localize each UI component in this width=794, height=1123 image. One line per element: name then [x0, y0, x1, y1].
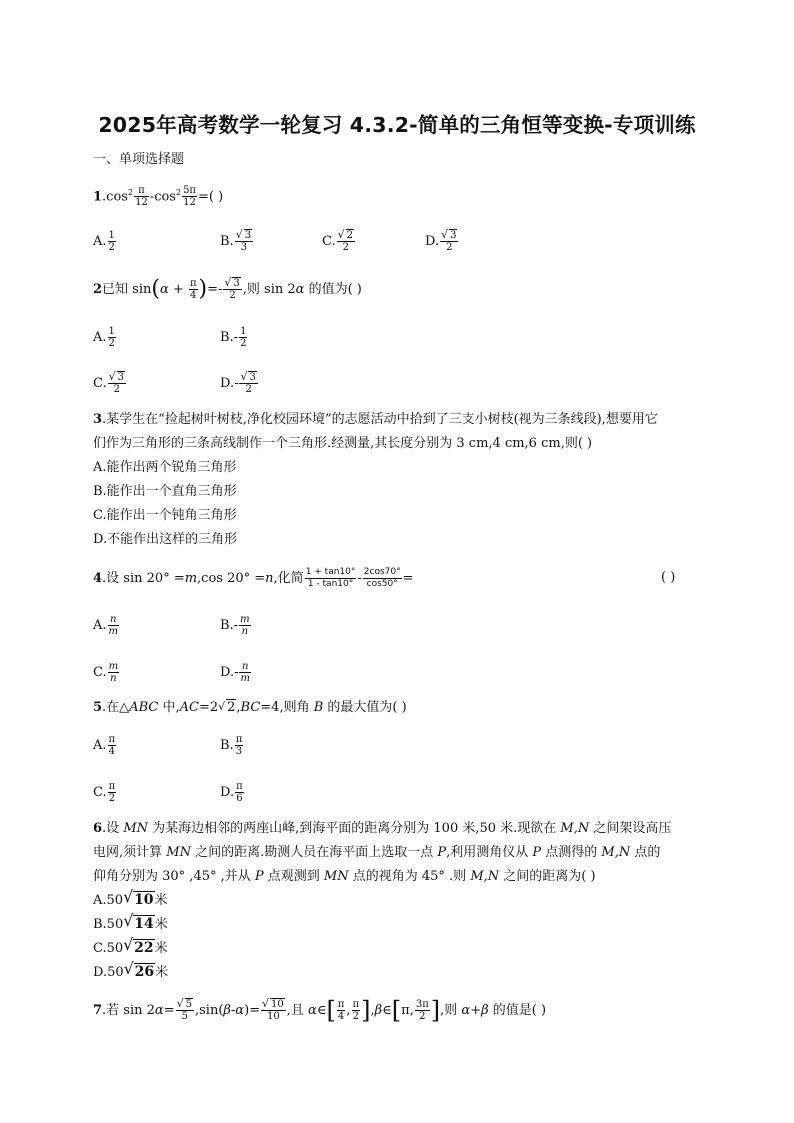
q2-option-c[interactable]: C. √ $\frac{3}{2}$ — [93, 372, 127, 395]
page-title: 2025年高考数学一轮复习 4.3.2-简单的三角恒等变换-专项训练 — [98, 113, 696, 137]
question-number: 1 — [93, 189, 103, 205]
question-6-line-2: 电网,须计算 MN 之间的距离.勘测人员在海平面上选取一点 P,利用测角仪从 P 点测得的 M,N 点的 — [93, 845, 661, 860]
fraction: $\frac{\pi}{12}$ — [135, 185, 148, 209]
question-3-line-1: 3.某学生在“捡起树叶树枝,净化校园环境”的志愿活动中拾到了三支小树枝(视为三条线段),想要用它 — [93, 412, 658, 427]
question-number: 2 — [93, 282, 103, 297]
question-7: 7.若 sin 2α= √ $\frac{5}{5}$ ,sin(β-α)= √ $\frac{10}{10}$ ,且 α∈[ $\frac{\pi}{4}$ , $\frac{\pi}{2}$ ],β∈[π, $\frac{3\pi}{2}$ ],则 α+β 的值是( ) — [93, 999, 546, 1022]
q5-option-d[interactable]: D. $\frac{\pi}{6}$ — [220, 781, 243, 804]
q4-option-c[interactable]: C. $\frac{m}{n}$ — [93, 661, 119, 684]
q1-option-d[interactable]: D. √ $\frac{3}{2}$ — [425, 230, 459, 253]
q3-option-d[interactable]: D.不能作出这样的三角形 — [93, 532, 238, 547]
q3-option-b[interactable]: B.能作出一个直角三角形 — [93, 484, 237, 499]
section-heading: 一、单项选择题 — [93, 152, 185, 167]
q6-option-b[interactable]: B.50√ 14米 — [93, 915, 168, 934]
q4-answer-blank: ( ) — [661, 570, 676, 585]
question-4: 4.设 sin 20° =m,cos 20° =n,化简 $\frac{1 + \tan 10^\circ}{1 - \tan 10^\circ}$ - $\frac{2\cos 70^\circ}{\cos 50^\circ}$ = — [93, 567, 414, 589]
q3-option-a[interactable]: A.能作出两个锐角三角形 — [93, 460, 237, 475]
q4-option-b[interactable]: B.- $\frac{m}{n}$ — [220, 614, 250, 637]
q5-option-a[interactable]: A. $\frac{\pi}{4}$ — [93, 734, 116, 757]
question-1: $1.\cos^2$ $\frac{\pi}{12}$ $-\cos^2$ $\frac{5\pi}{12}$ =( ) — [93, 185, 224, 209]
q2-option-a[interactable]: A. $\frac{1}{2}$ — [93, 326, 115, 349]
q2-option-d[interactable]: D.- √ $\frac{3}{2}$ — [220, 372, 259, 395]
q4-option-d[interactable]: D.- $\frac{n}{m}$ — [220, 661, 250, 684]
q3-option-c[interactable]: C.能作出一个钝角三角形 — [93, 508, 237, 523]
question-6-line-3: 仰角分别为 30° ,45° ,并从 P 点观测到 MN 点的视角为 45° .则 M,N 之间的距离为( ) — [93, 869, 596, 884]
q1-option-a[interactable]: A. $\frac{1}{2}$ — [93, 230, 115, 253]
q5-option-c[interactable]: C. $\frac{\pi}{2}$ — [93, 781, 116, 804]
q1-option-b[interactable]: B. √ $\frac{3}{3}$ — [220, 230, 254, 253]
question-2: 2已知 sin(α + $\frac{\pi}{4}$ )=- √ $\frac{3}{2}$ ,则 sin 2α 的值为( ) — [93, 278, 362, 301]
question-6-line-1: 6.设 MN 为某海边相邻的两座山峰,到海平面的距离分别为 100 米,50 米.现欲在 M,N 之间架设高压 — [93, 821, 672, 836]
question-3-line-2: 们作为三角形的三条高线制作一个三角形.经测量,其长度分别为 3 cm,4 cm,6 cm,则( ) — [93, 436, 593, 451]
q1-option-c[interactable]: C. √ $\frac{2}{2}$ — [322, 230, 356, 253]
q2-option-b[interactable]: B.- $\frac{1}{2}$ — [220, 326, 247, 349]
q6-option-c[interactable]: C.50√ 22米 — [93, 939, 168, 958]
q4-option-a[interactable]: A. $\frac{n}{m}$ — [93, 614, 119, 637]
q6-option-a[interactable]: A.50√ 10米 — [93, 891, 168, 910]
q5-option-b[interactable]: B. $\frac{\pi}{3}$ — [220, 734, 243, 757]
q6-option-d[interactable]: D.50√ 26米 — [93, 963, 168, 982]
question-5: 5.在△ABC 中,AC=2√ 2,BC=4,则角 B 的最大值为( ) — [93, 699, 407, 717]
fraction: $\frac{5\pi}{12}$ — [183, 185, 196, 209]
